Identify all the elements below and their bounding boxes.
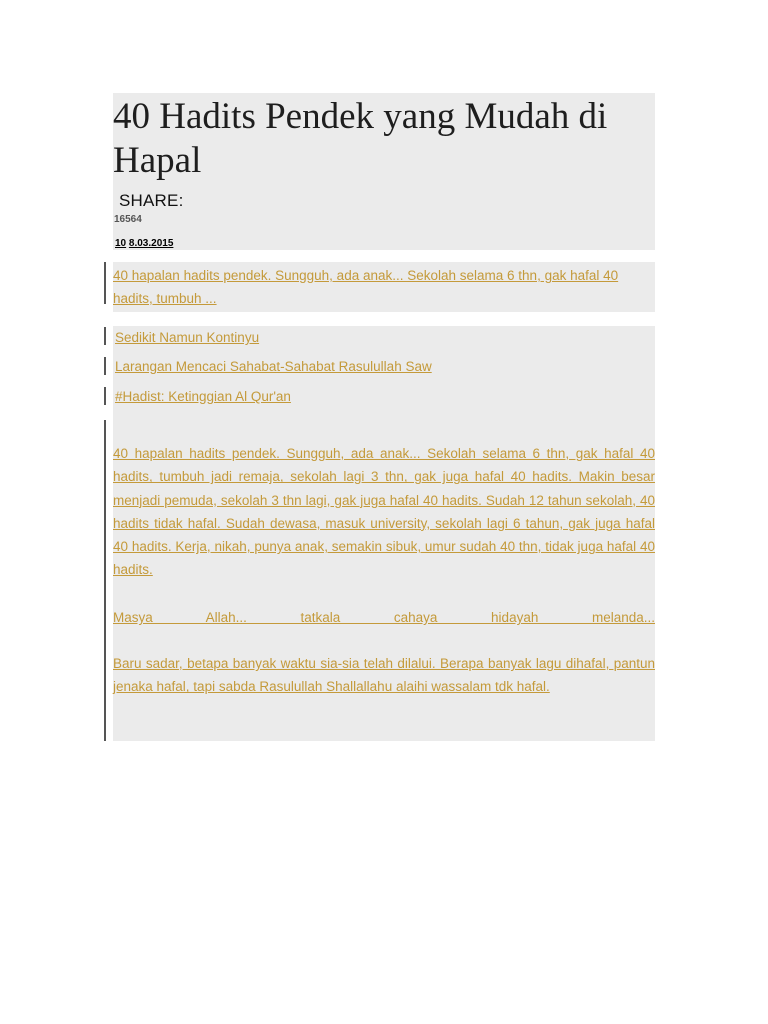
related-link-3[interactable]: #Hadist: Ketinggian Al Qur'an	[115, 389, 291, 404]
article-divider	[104, 420, 106, 741]
post-date-link[interactable]: 8.03.2015	[128, 238, 174, 249]
related-divider-3	[104, 387, 106, 405]
post-meta	[115, 238, 173, 249]
related-divider-2	[104, 357, 106, 375]
article-paragraph-1[interactable]: 40 hapalan hadits pendek. Sungguh, ada anak... Sekolah selama 6 thn, gak hafal 40 hadits, tumbuh jadi remaja, sekolah lagi 3 thn, gak juga hafal 40 hadits. Makin besar menjadi pemuda, sekolah 3 thn lagi, gak juga hafal 40 hadits. Sudah 12 tahun sekolah, 40 hadits tidak hafal. Sudah dewasa, masuk university, sekolah lagi 6 tahun, gak juga hafal 40 hadits. Kerja, nikah, punya anak, semakin sibuk, umur sudah 40 thn, tidak juga hafal 40 hadits.	[113, 446, 655, 578]
related-divider-1	[104, 327, 106, 345]
article-header	[113, 93, 655, 250]
related-link-1[interactable]: Sedikit Namun Kontinyu	[115, 330, 260, 345]
share-label: SHARE:	[119, 191, 184, 210]
article-paragraph-2[interactable]: Masya Allah... tatkala cahaya hidayah melanda...	[113, 610, 655, 625]
excerpt-divider	[104, 262, 106, 304]
excerpt-link[interactable]: 40 hapalan hadits pendek. Sungguh, ada anak... Sekolah selama 6 thn, gak hafal 40 hadits, tumbuh ...	[113, 268, 619, 306]
related-link-2[interactable]: Larangan Mencaci Sahabat-Sahabat Rasulullah Saw	[115, 359, 432, 374]
article-body	[113, 326, 655, 741]
share-count: 16564	[114, 214, 142, 225]
excerpt-block	[113, 262, 655, 312]
comment-count-link[interactable]: 10	[115, 238, 127, 249]
article-paragraph-3[interactable]: Baru sadar, betapa banyak waktu sia-sia telah dilalui. Berapa banyak lagu dihafal, pantun jenaka hafal, tapi sabda Rasulullah Shallallahu alaihi wassalam tdk hafal.	[113, 656, 655, 695]
page-title: 40 Hadits Pendek yang Mudah di Hapal	[113, 96, 608, 181]
